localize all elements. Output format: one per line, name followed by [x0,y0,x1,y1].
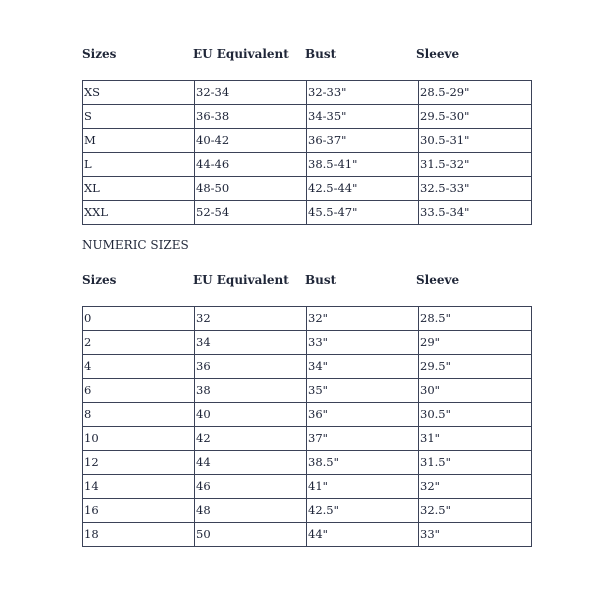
table-cell: 50 [195,523,307,547]
table-cell: 46 [195,475,307,499]
table-cell: 29" [419,331,532,355]
table-row [83,451,532,475]
table-cell: XL [83,177,195,201]
table-cell: 45.5-47" [307,201,419,225]
table-cell: 32-33" [307,81,419,105]
table-cell: 8 [83,403,195,427]
table-cell: 42 [195,427,307,451]
table-cell: 30" [419,379,532,403]
letter-size-table [82,80,532,225]
table-cell: 29.5-30" [419,105,532,129]
table-row [83,355,532,379]
table-cell: 28.5-29" [419,81,532,105]
header-sleeve: Sleeve [416,273,460,287]
table-cell: 32" [307,307,419,331]
table-row [83,307,532,331]
table-cell: 2 [83,331,195,355]
header-bust: Bust [305,273,337,287]
table-row [83,201,532,225]
table-cell: 48 [195,499,307,523]
table-cell: 32" [419,475,532,499]
header-sizes: Sizes [82,47,117,61]
header-sleeve: Sleeve [416,47,460,61]
table-row [83,523,532,547]
table-cell: XXL [83,201,195,225]
table-cell: 44" [307,523,419,547]
table-cell: 30.5" [419,403,532,427]
table-row [83,475,532,499]
numeric-sizes-title: NUMERIC SIZES [82,238,189,252]
table-cell: 52-54 [195,201,307,225]
table-cell: 41" [307,475,419,499]
table-row [83,379,532,403]
table-cell: 35" [307,379,419,403]
table-cell: 33.5-34" [419,201,532,225]
table-cell: 32.5" [419,499,532,523]
table-cell: 31.5-32" [419,153,532,177]
table-cell: M [83,129,195,153]
table-cell: 12 [83,451,195,475]
table-cell: 16 [83,499,195,523]
table-cell: 34-35" [307,105,419,129]
table-cell: 40-42 [195,129,307,153]
table-cell: 31" [419,427,532,451]
table-cell: 37" [307,427,419,451]
numeric-table-header [82,273,530,293]
table-cell: 4 [83,355,195,379]
table-cell: 34" [307,355,419,379]
header-eu-equivalent: EU Equivalent [193,47,289,61]
table-row [83,153,532,177]
table-row [83,331,532,355]
table-cell: 28.5" [419,307,532,331]
table-cell: 32 [195,307,307,331]
table-cell: 38 [195,379,307,403]
numeric-size-table [82,306,532,547]
table-cell: 38.5" [307,451,419,475]
table-cell: 0 [83,307,195,331]
table-cell: 29.5" [419,355,532,379]
table-cell: 32.5-33" [419,177,532,201]
table-cell: 38.5-41" [307,153,419,177]
table-cell: L [83,153,195,177]
table-cell: 36-37" [307,129,419,153]
header-bust: Bust [305,47,337,61]
table-cell: 40 [195,403,307,427]
table-cell: XS [83,81,195,105]
table-cell: 10 [83,427,195,451]
table-cell: 31.5" [419,451,532,475]
table-cell: 33" [419,523,532,547]
table-row [83,177,532,201]
table-cell: 34 [195,331,307,355]
table-cell: 36" [307,403,419,427]
table-row [83,129,532,153]
header-eu-equivalent: EU Equivalent [193,273,289,287]
table-cell: S [83,105,195,129]
table-row [83,499,532,523]
table-cell: 36 [195,355,307,379]
table-row [83,81,532,105]
table-row [83,427,532,451]
table-cell: 44 [195,451,307,475]
table-cell: 30.5-31" [419,129,532,153]
table-cell: 6 [83,379,195,403]
table-cell: 42.5-44" [307,177,419,201]
table-row [83,403,532,427]
table-cell: 32-34 [195,81,307,105]
header-sizes: Sizes [82,273,117,287]
table-cell: 48-50 [195,177,307,201]
table-cell: 18 [83,523,195,547]
table-cell: 36-38 [195,105,307,129]
letter-table-header [82,47,530,67]
table-cell: 44-46 [195,153,307,177]
table-cell: 14 [83,475,195,499]
table-cell: 42.5" [307,499,419,523]
table-cell: 33" [307,331,419,355]
table-row [83,105,532,129]
